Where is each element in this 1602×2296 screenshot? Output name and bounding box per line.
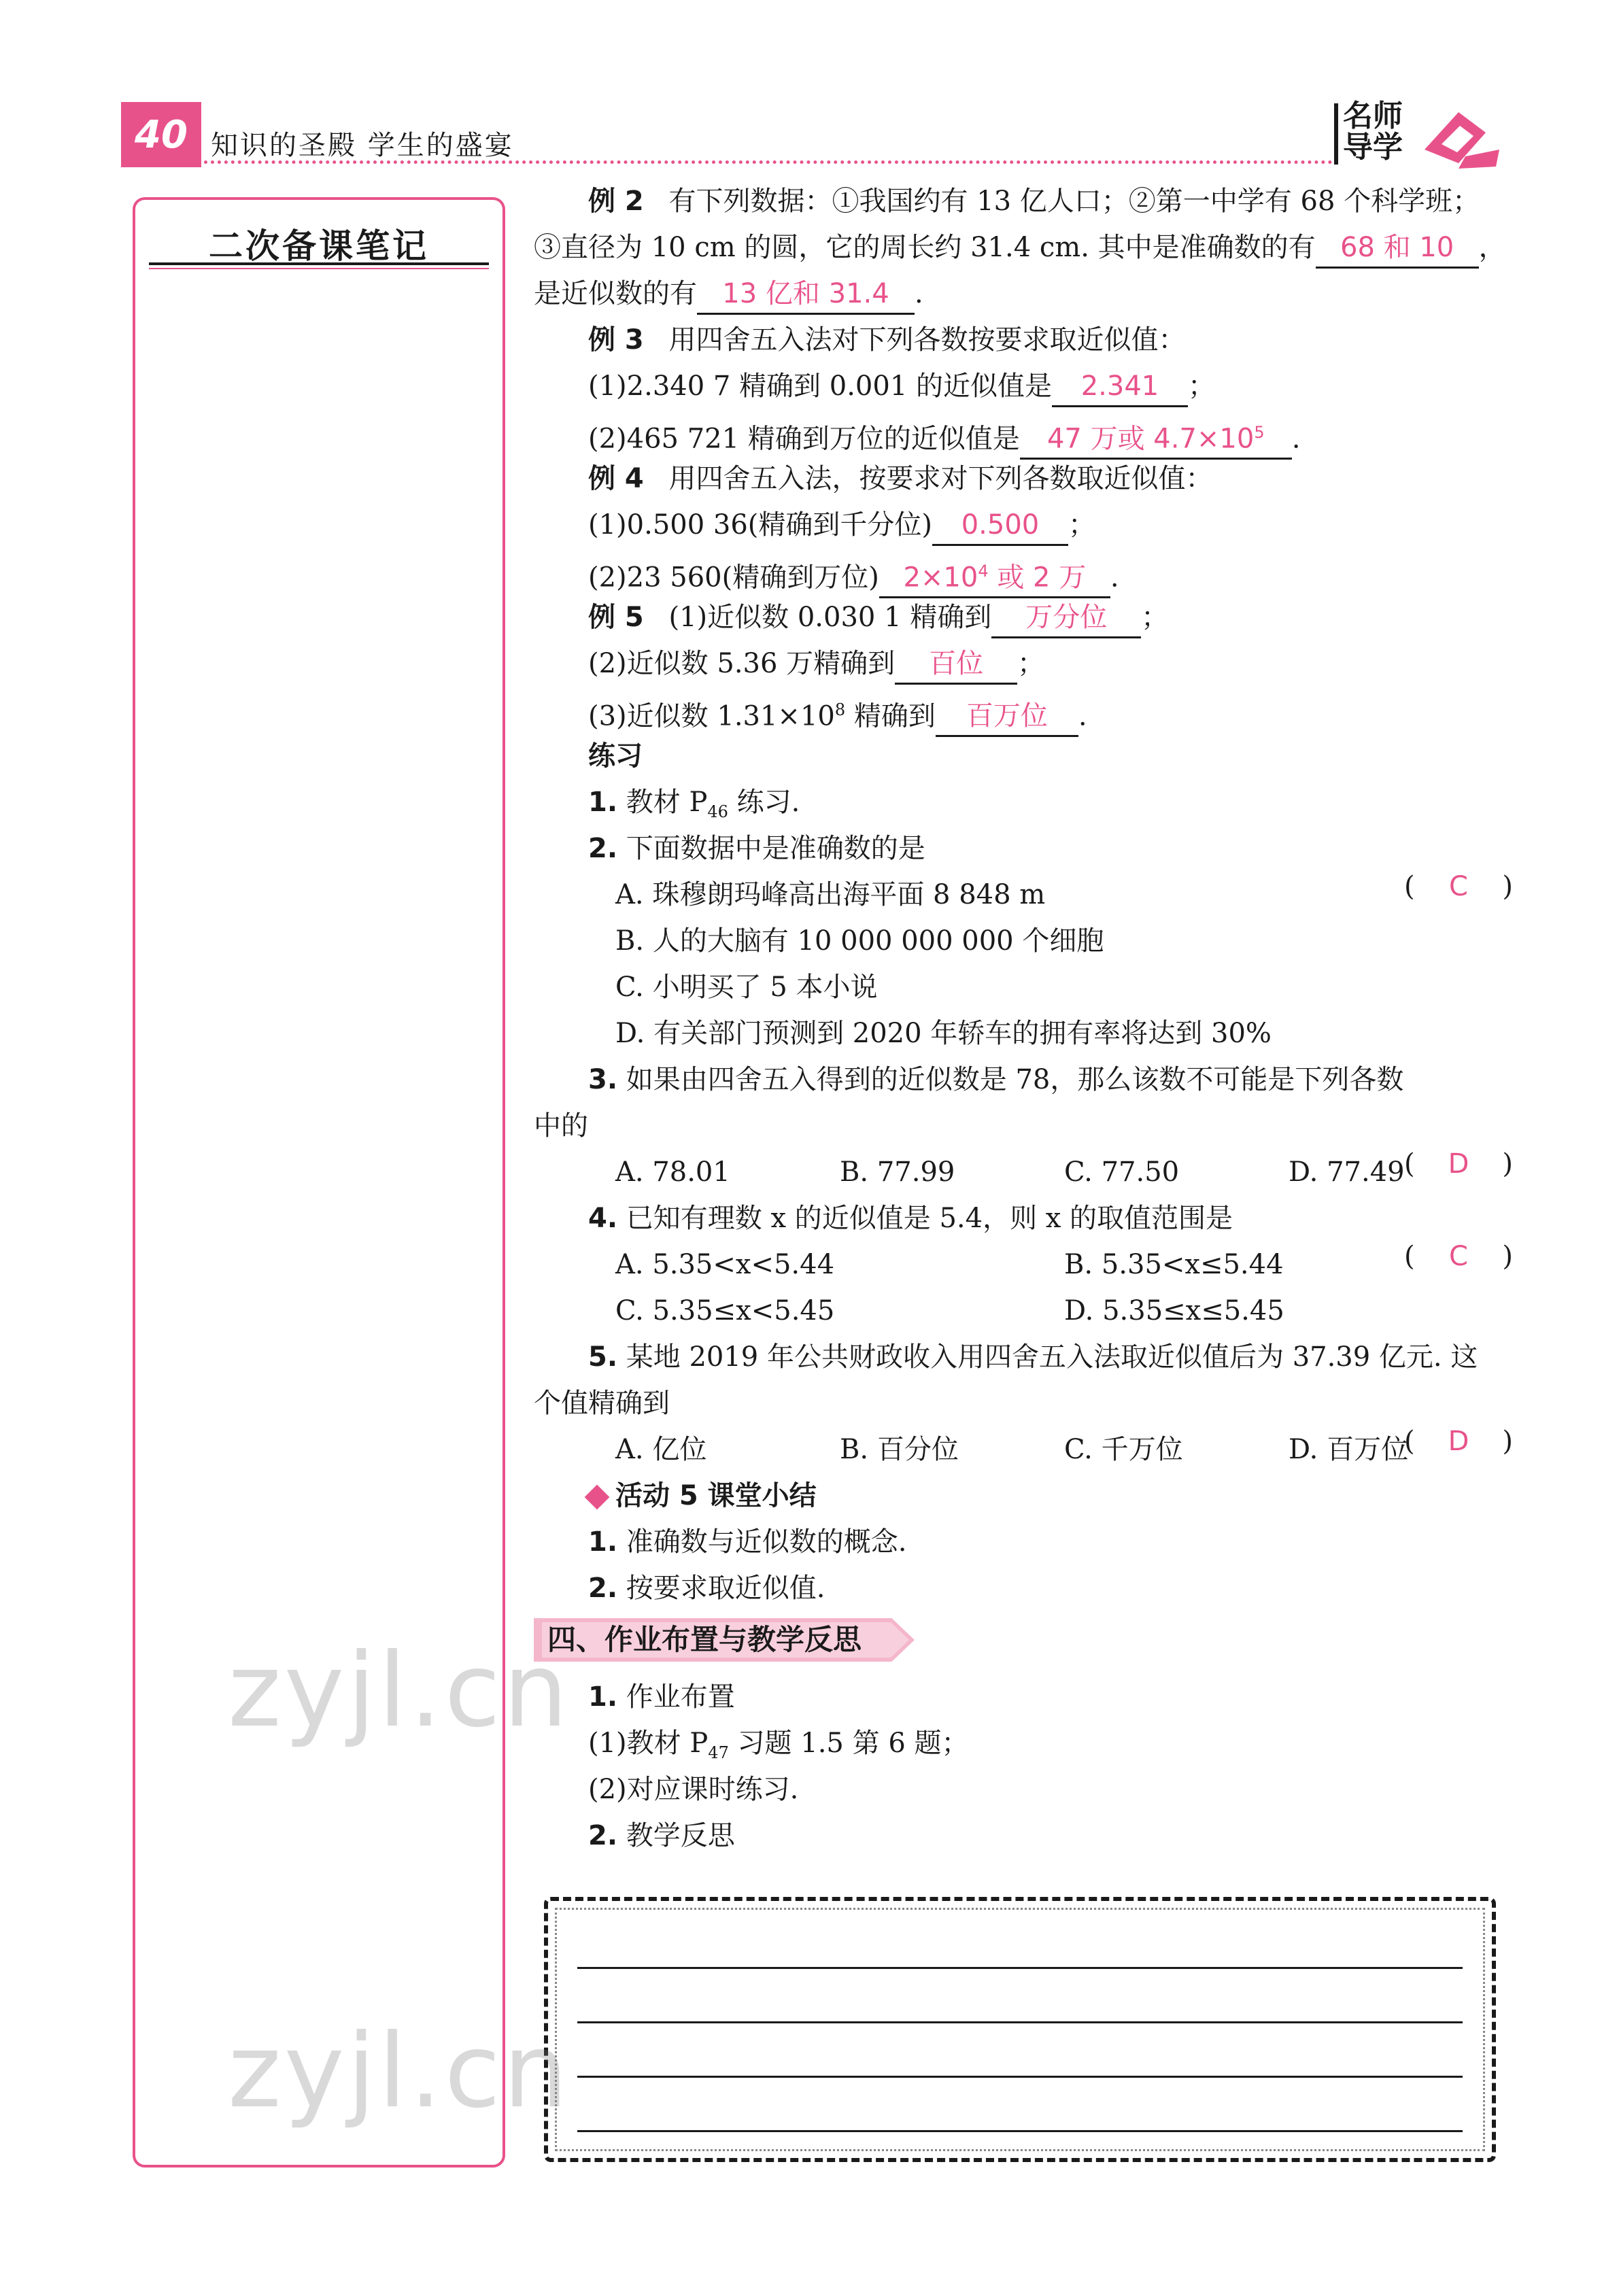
practice-3-answer: D [1448, 1148, 1469, 1180]
brand-name: 名师导学 [1343, 99, 1403, 165]
practice-3-option-d: D. 77.49 [1289, 1156, 1405, 1188]
homework-item-2: (2)对应课时练习. [588, 1774, 799, 1805]
writing-line [577, 2130, 1463, 2132]
practice-5-text: 某地 2019 年公共财政收入用四舍五入法取近似值后为 37.39 亿元. 这 [626, 1341, 1478, 1373]
paren-close: ) [1502, 871, 1513, 902]
practice-4-num: 4. [588, 1203, 618, 1234]
practice-4-answer: C [1449, 1241, 1468, 1272]
watermark: zyjl.cn [228, 2012, 571, 2131]
ex4-e1: ； [1068, 509, 1095, 541]
ex5-answer1: 万分位 [991, 598, 1141, 638]
ex4-label: 例 4 [588, 463, 644, 494]
paren-open: ( [1404, 1426, 1415, 1457]
ex4-q1 [588, 506, 1095, 546]
practice-item-5 [588, 1338, 1478, 1376]
practice-5-text2: 个值精确到 [534, 1388, 670, 1419]
ex4-answer2-exp: 4 [978, 562, 989, 581]
ex3-answer2-exp: 5 [1254, 423, 1265, 442]
practice-2-answer-box [1404, 868, 1513, 906]
ex4-e2: . [1110, 562, 1119, 594]
header-motto: 知识的圣殿 学生的盛宴 [211, 130, 514, 161]
practice-3-option-c: C. 77.50 [1064, 1156, 1180, 1188]
practice-4-answer-box [1404, 1237, 1513, 1275]
activity5-1-text: 准确数与近似数的概念. [626, 1526, 907, 1558]
ex5-e2: ； [1017, 648, 1045, 679]
ex5-q2-text: (2)近似数 5.36 万精确到 [588, 648, 896, 679]
practice-3-answer-box [1404, 1145, 1513, 1183]
ex2-answer1: 68 和 10 [1316, 228, 1479, 269]
practice-2-option-b: B. 人的大脑有 10 000 000 000 个细胞 [615, 925, 1104, 957]
activity5-title-text: 活动 5 课堂小结 [615, 1480, 817, 1511]
practice-3-num: 3. [588, 1064, 618, 1095]
ex3-q2-text: (2)465 721 精确到万位的近似值是 [588, 423, 1020, 455]
writing-line [577, 2021, 1463, 2023]
practice-5-option-c: C. 千万位 [1064, 1434, 1183, 1465]
practice-3-option-b: B. 77.99 [840, 1156, 955, 1188]
reflection-num: 2. [588, 1820, 618, 1851]
practice-4-option-c: C. 5.35≤x<5.45 [615, 1295, 835, 1326]
practice-item-1 [588, 783, 800, 831]
ex3-answer2-base: 47 万或 4.7×10 [1046, 423, 1255, 455]
practice-5-num: 5. [588, 1341, 618, 1373]
ex2-answer2: 13 亿和 31.4 [697, 275, 915, 315]
brand-bar [1334, 103, 1338, 165]
practice-2-option-c: C. 小明买了 5 本小说 [615, 972, 878, 1003]
practice-title: 练习 [588, 740, 643, 772]
paren-open: ( [1404, 1148, 1415, 1180]
ex5-q3-tail: 精确到 [845, 700, 936, 732]
ex5-answer3: 百万位 [936, 697, 1078, 737]
brand-logo-icon [1418, 102, 1506, 170]
activity5-title [588, 1477, 817, 1515]
diamond-bullet-icon [585, 1485, 610, 1510]
page-number: 40 [121, 102, 201, 167]
practice-5-option-d: D. 百万位 [1289, 1434, 1409, 1465]
section4-title: 四、作业布置与教学反思 [547, 1623, 862, 1656]
paren-close: ) [1502, 1241, 1513, 1272]
ex5-q3 [588, 691, 1087, 737]
homework-1-text: (1)教材 P [588, 1728, 709, 1759]
reflection-text: 教学反思 [626, 1820, 735, 1851]
practice-2-option-a: A. 珠穆朗玛峰高出海平面 8 848 m [615, 879, 1046, 910]
practice-1-sub: 46 [707, 802, 728, 821]
ex3-label: 例 3 [588, 324, 644, 356]
practice-4-option-d: D. 5.35≤x≤5.45 [1064, 1295, 1284, 1326]
ex4-q1-text: (1)0.500 36(精确到千分位) [588, 509, 932, 541]
ex2-end2: . [915, 278, 923, 309]
practice-2-num: 2. [588, 833, 618, 864]
ex5-e3: . [1078, 700, 1087, 732]
ex5-q1 [588, 598, 1168, 638]
ex5-q1-text: (1)近似数 0.030 1 精确到 [668, 602, 992, 633]
ex3-line1 [588, 321, 1185, 359]
practice-2-option-d: D. 有关部门预测到 2020 年轿车的拥有率将达到 30% [615, 1018, 1272, 1049]
ex2-end1: ， [1478, 232, 1506, 263]
practice-5-option-b: B. 百分位 [840, 1434, 959, 1465]
ex3-answer1: 2.341 [1052, 367, 1188, 407]
ex4-text: 用四舍五入法，按要求对下列各数取近似值： [668, 463, 1213, 494]
practice-5-answer: D [1448, 1426, 1469, 1457]
ex2-line2 [534, 228, 1506, 269]
ex3-e2: . [1291, 423, 1301, 455]
ex5-q3-exp: 8 [834, 700, 846, 719]
ex5-label: 例 5 [588, 602, 644, 633]
reflection-box-inner [555, 1908, 1485, 2151]
ex3-q1-text: (1)2.340 7 精确到 0.001 的近似值是 [588, 371, 1052, 402]
ex5-q2 [588, 645, 1044, 685]
practice-4-option-b: B. 5.35<x≤5.44 [1064, 1249, 1284, 1280]
paren-open: ( [1404, 871, 1415, 902]
homework-num: 1. [588, 1681, 618, 1713]
ex3-text: 用四舍五入法对下列各数按要求取近似值： [668, 324, 1186, 356]
ex2-text1: 有下列数据：①我国约有 13 亿人口；②第一中学有 68 个科学班； [668, 186, 1480, 217]
practice-1-text: 教材 P [626, 787, 708, 818]
practice-5-answer-box [1404, 1422, 1513, 1460]
activity5-1-num: 1. [588, 1526, 618, 1558]
homework-1-tail: 习题 1.5 第 6 题； [728, 1728, 969, 1759]
section4-banner [534, 1618, 928, 1662]
writing-line [577, 2076, 1463, 2078]
ex3-e1: ； [1188, 371, 1215, 402]
practice-3-text: 如果由四舍五入得到的近似数是 78，那么该数不可能是下列各数 [626, 1064, 1404, 1095]
header-divider [204, 160, 1333, 164]
reflection-title [588, 1817, 735, 1855]
ex4-answer2-tail: 或 2 万 [988, 562, 1087, 594]
ex5-q3-text: (3)近似数 1.31×10 [588, 700, 835, 732]
activity5-item-2 [588, 1569, 825, 1607]
ex5-answer2: 百位 [895, 645, 1017, 685]
homework-item-1 [588, 1724, 968, 1772]
practice-2-text: 下面数据中是准确数的是 [626, 833, 925, 864]
paren-close: ) [1502, 1426, 1513, 1457]
ex4-answer1: 0.500 [932, 506, 1068, 546]
practice-item-3 [588, 1061, 1403, 1099]
practice-5-option-a: A. 亿位 [615, 1434, 707, 1465]
ex5-e1: ； [1141, 602, 1169, 633]
reflection-box [544, 1897, 1496, 2162]
ex4-line1 [588, 460, 1212, 498]
activity5-2-text: 按要求取近似值. [626, 1573, 825, 1604]
ex3-q2 [588, 413, 1301, 460]
practice-4-text: 已知有理数 x 的近似值是 5.4，则 x 的取值范围是 [626, 1203, 1233, 1234]
ex2-text3: 是近似数的有 [534, 278, 697, 309]
ex4-q2-text: (2)23 560(精确到万位) [588, 562, 879, 594]
homework-text: 作业布置 [626, 1681, 735, 1713]
sidebar-title: 二次备课笔记 [209, 226, 429, 266]
ex4-answer2-base: 2×10 [903, 562, 978, 594]
practice-2-answer: C [1449, 871, 1468, 902]
writing-line [577, 1967, 1463, 1969]
notes-sidebar [133, 197, 505, 2168]
practice-3-text2: 中的 [534, 1110, 588, 1142]
paren-close: ) [1502, 1148, 1513, 1180]
activity5-2-num: 2. [588, 1573, 618, 1604]
homework-title [588, 1678, 735, 1716]
ex2-line3 [534, 275, 923, 315]
practice-1-num: 1. [588, 787, 618, 818]
paren-open: ( [1404, 1241, 1415, 1272]
ex4-q2 [588, 552, 1119, 598]
ex2-text2: ③直径为 10 cm 的圆，它的周长约 31.4 cm. 其中是准确数的有 [534, 232, 1316, 263]
watermark: zyjl.cn [228, 1632, 571, 1750]
ex3-q1 [588, 367, 1215, 407]
practice-4-option-a: A. 5.35<x<5.44 [615, 1249, 835, 1280]
ex4-answer2 [879, 552, 1110, 598]
ex2-line1 [588, 182, 1480, 220]
practice-3-option-a: A. 78.01 [615, 1156, 730, 1188]
activity5-item-1 [588, 1523, 906, 1561]
ex3-answer2 [1020, 413, 1292, 460]
sidebar-title-underline [149, 262, 489, 269]
ex2-label: 例 2 [588, 186, 644, 217]
practice-1-tail: 练习. [728, 787, 800, 818]
homework-1-sub: 47 [708, 1743, 729, 1762]
